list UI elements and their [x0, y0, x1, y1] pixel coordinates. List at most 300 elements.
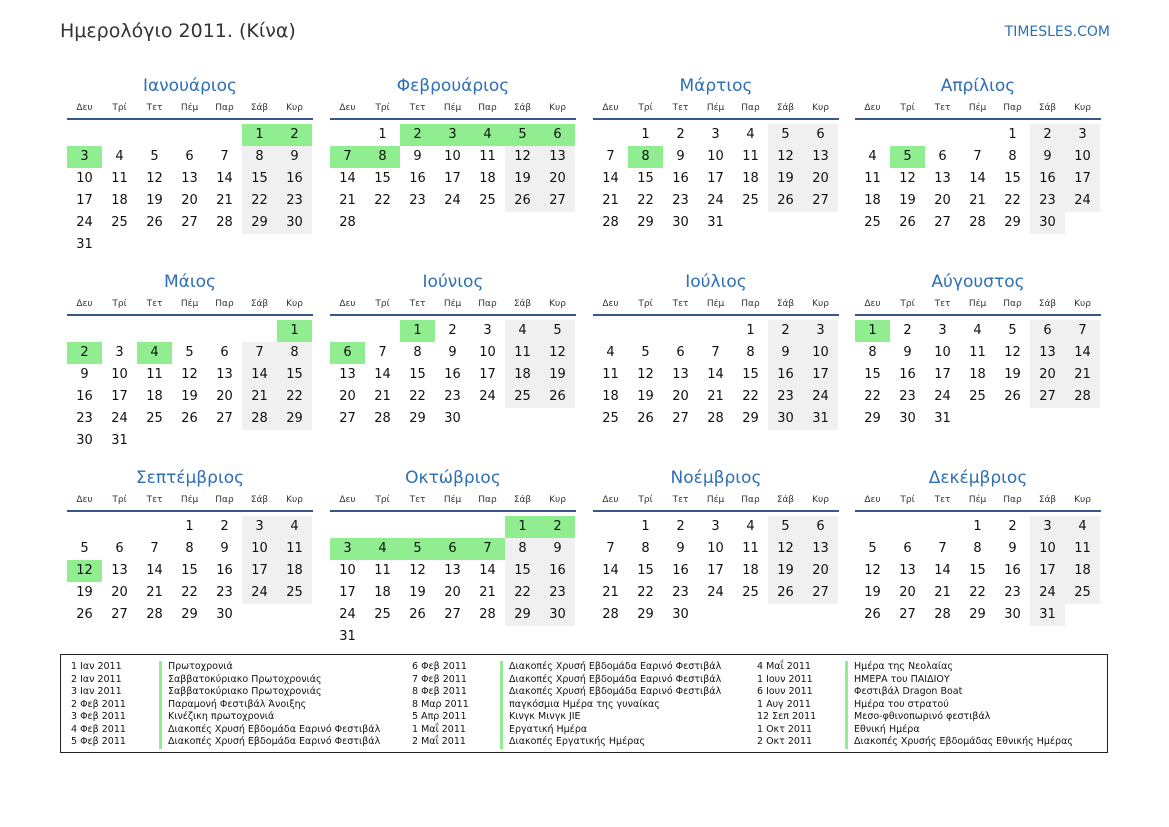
day-cell[interactable]: 26	[768, 190, 803, 212]
day-cell[interactable]: 16	[216, 563, 233, 578]
day-cell[interactable]: 4	[115, 149, 124, 164]
day-cell[interactable]: 11	[479, 149, 496, 164]
day-cell[interactable]: 25	[479, 193, 496, 208]
day-cell[interactable]: 21	[146, 585, 163, 600]
day-cell[interactable]: 29	[409, 411, 426, 426]
day-cell[interactable]: 26	[409, 607, 426, 622]
day-cell[interactable]: 18	[1065, 560, 1100, 582]
day-cell[interactable]: 10	[707, 541, 724, 556]
day-cell[interactable]: 31	[111, 433, 128, 448]
day-cell[interactable]: 5	[768, 124, 803, 146]
day-cell[interactable]: 21	[602, 585, 619, 600]
day-cell[interactable]: 8	[277, 342, 312, 364]
day-cell[interactable]: 22	[969, 585, 986, 600]
day-cell[interactable]: 18	[505, 364, 540, 386]
day-cell[interactable]: 6	[115, 541, 124, 556]
day-cell[interactable]: 26	[181, 411, 198, 426]
day-cell[interactable]: 5	[400, 538, 435, 560]
day-cell[interactable]: 5	[150, 149, 159, 164]
day-cell[interactable]: 5	[505, 124, 540, 146]
day-cell[interactable]: 20	[339, 389, 356, 404]
day-cell[interactable]: 1	[505, 516, 540, 538]
day-cell[interactable]: 12	[540, 342, 575, 364]
day-cell[interactable]: 28	[934, 607, 951, 622]
day-cell[interactable]: 11	[602, 367, 619, 382]
day-cell[interactable]: 5	[80, 541, 89, 556]
day-cell[interactable]: 26	[864, 607, 881, 622]
day-cell[interactable]: 13	[672, 367, 689, 382]
day-cell[interactable]: 1	[277, 320, 312, 342]
day-cell[interactable]: 17	[479, 367, 496, 382]
day-cell[interactable]: 26	[899, 215, 916, 230]
day-cell[interactable]: 13	[339, 367, 356, 382]
day-cell[interactable]: 4	[746, 127, 755, 142]
day-cell[interactable]: 23	[1004, 585, 1021, 600]
day-cell[interactable]: 18	[864, 193, 881, 208]
day-cell[interactable]: 12	[637, 367, 654, 382]
day-cell[interactable]: 27	[803, 190, 838, 212]
day-cell[interactable]: 29	[1004, 215, 1021, 230]
day-cell[interactable]: 23	[76, 411, 93, 426]
day-cell[interactable]: 14	[339, 171, 356, 186]
day-cell[interactable]: 14	[479, 563, 496, 578]
day-cell[interactable]: 19	[505, 168, 540, 190]
day-cell[interactable]: 8	[242, 146, 277, 168]
day-cell[interactable]: 21	[707, 389, 724, 404]
day-cell[interactable]: 10	[1065, 146, 1100, 168]
day-cell[interactable]: 16	[1004, 563, 1021, 578]
day-cell[interactable]: 18	[969, 367, 986, 382]
day-cell[interactable]: 9	[676, 541, 685, 556]
day-cell[interactable]: 17	[242, 560, 277, 582]
day-cell[interactable]: 26	[146, 215, 163, 230]
day-cell[interactable]: 10	[803, 342, 838, 364]
day-cell[interactable]: 18	[277, 560, 312, 582]
day-cell[interactable]: 7	[1065, 320, 1100, 342]
day-cell[interactable]: 21	[1065, 364, 1100, 386]
day-cell[interactable]: 13	[216, 367, 233, 382]
day-cell[interactable]: 10	[111, 367, 128, 382]
day-cell[interactable]: 27	[111, 607, 128, 622]
day-cell[interactable]: 4	[365, 538, 400, 560]
day-cell[interactable]: 20	[934, 193, 951, 208]
day-cell[interactable]: 8	[185, 541, 194, 556]
day-cell[interactable]: 17	[339, 585, 356, 600]
day-cell[interactable]: 29	[242, 212, 277, 234]
day-cell[interactable]: 9	[540, 538, 575, 560]
day-cell[interactable]: 20	[672, 389, 689, 404]
day-cell[interactable]: 9	[768, 342, 803, 364]
day-cell[interactable]: 15	[637, 563, 654, 578]
day-cell[interactable]: 30	[540, 604, 575, 626]
day-cell[interactable]: 18	[479, 171, 496, 186]
day-cell[interactable]: 4	[868, 149, 877, 164]
day-cell[interactable]: 3	[242, 516, 277, 538]
day-cell[interactable]: 14	[374, 367, 391, 382]
day-cell[interactable]: 4	[277, 516, 312, 538]
day-cell[interactable]: 12	[768, 538, 803, 560]
day-cell[interactable]: 3	[1030, 516, 1065, 538]
day-cell[interactable]: 31	[1030, 604, 1065, 626]
day-cell[interactable]: 1	[378, 127, 387, 142]
day-cell[interactable]: 14	[969, 171, 986, 186]
day-cell[interactable]: 26	[1004, 389, 1021, 404]
day-cell[interactable]: 13	[181, 171, 198, 186]
day-cell[interactable]: 16	[540, 560, 575, 582]
day-cell[interactable]: 6	[220, 345, 229, 360]
day-cell[interactable]: 6	[903, 541, 912, 556]
day-cell[interactable]: 2	[676, 519, 685, 534]
day-cell[interactable]: 14	[1065, 342, 1100, 364]
day-cell[interactable]: 22	[277, 386, 312, 408]
day-cell[interactable]: 12	[409, 563, 426, 578]
day-cell[interactable]: 27	[672, 411, 689, 426]
day-cell[interactable]: 30	[672, 215, 689, 230]
day-cell[interactable]: 2	[448, 323, 457, 338]
day-cell[interactable]: 12	[899, 171, 916, 186]
day-cell[interactable]: 11	[1065, 538, 1100, 560]
day-cell[interactable]: 12	[67, 560, 102, 582]
day-cell[interactable]: 17	[1065, 168, 1100, 190]
day-cell[interactable]: 3	[711, 519, 720, 534]
day-cell[interactable]: 28	[339, 215, 356, 230]
day-cell[interactable]: 11	[742, 541, 759, 556]
day-cell[interactable]: 3	[1065, 124, 1100, 146]
day-cell[interactable]: 24	[444, 193, 461, 208]
day-cell[interactable]: 27	[934, 215, 951, 230]
day-cell[interactable]: 19	[409, 585, 426, 600]
day-cell[interactable]: 3	[330, 538, 365, 560]
day-cell[interactable]: 30	[76, 433, 93, 448]
day-cell[interactable]: 8	[505, 538, 540, 560]
day-cell[interactable]: 25	[374, 607, 391, 622]
day-cell[interactable]: 25	[742, 585, 759, 600]
day-cell[interactable]: 17	[444, 171, 461, 186]
day-cell[interactable]: 23	[444, 389, 461, 404]
day-cell[interactable]: 16	[277, 168, 312, 190]
day-cell[interactable]: 9	[448, 345, 457, 360]
day-cell[interactable]: 23	[768, 386, 803, 408]
day-cell[interactable]: 28	[146, 607, 163, 622]
day-cell[interactable]: 21	[374, 389, 391, 404]
day-cell[interactable]: 19	[864, 585, 881, 600]
day-cell[interactable]: 26	[768, 582, 803, 604]
day-cell[interactable]: 16	[409, 171, 426, 186]
day-cell[interactable]: 23	[409, 193, 426, 208]
day-cell[interactable]: 23	[277, 190, 312, 212]
day-cell[interactable]: 4	[606, 345, 615, 360]
day-cell[interactable]: 19	[637, 389, 654, 404]
day-cell[interactable]: 31	[339, 629, 356, 644]
day-cell[interactable]: 29	[969, 607, 986, 622]
day-cell[interactable]: 31	[803, 408, 838, 430]
day-cell[interactable]: 29	[277, 408, 312, 430]
day-cell[interactable]: 7	[470, 538, 505, 560]
day-cell[interactable]: 20	[899, 585, 916, 600]
day-cell[interactable]: 2	[67, 342, 102, 364]
day-cell[interactable]: 13	[1030, 342, 1065, 364]
day-cell[interactable]: 13	[540, 146, 575, 168]
day-cell[interactable]: 25	[864, 215, 881, 230]
day-cell[interactable]: 28	[479, 607, 496, 622]
day-cell[interactable]: 10	[707, 149, 724, 164]
day-cell[interactable]: 3	[711, 127, 720, 142]
day-cell[interactable]: 1	[1008, 127, 1017, 142]
day-cell[interactable]: 13	[444, 563, 461, 578]
day-cell[interactable]: 23	[899, 389, 916, 404]
day-cell[interactable]: 30	[1004, 607, 1021, 622]
day-cell[interactable]: 21	[934, 585, 951, 600]
day-cell[interactable]: 11	[864, 171, 881, 186]
day-cell[interactable]: 24	[339, 607, 356, 622]
day-cell[interactable]: 19	[540, 364, 575, 386]
day-cell[interactable]: 24	[803, 386, 838, 408]
day-cell[interactable]: 18	[602, 389, 619, 404]
day-cell[interactable]: 11	[969, 345, 986, 360]
day-cell[interactable]: 28	[602, 607, 619, 622]
day-cell[interactable]: 20	[216, 389, 233, 404]
day-cell[interactable]: 30	[277, 212, 312, 234]
day-cell[interactable]: 15	[277, 364, 312, 386]
day-cell[interactable]: 30	[444, 411, 461, 426]
day-cell[interactable]: 16	[899, 367, 916, 382]
day-cell[interactable]: 6	[938, 149, 947, 164]
day-cell[interactable]: 17	[707, 171, 724, 186]
day-cell[interactable]: 11	[374, 563, 391, 578]
day-cell[interactable]: 17	[76, 193, 93, 208]
day-cell[interactable]: 25	[277, 582, 312, 604]
day-cell[interactable]: 7	[242, 342, 277, 364]
day-cell[interactable]: 29	[505, 604, 540, 626]
day-cell[interactable]: 30	[1030, 212, 1065, 234]
day-cell[interactable]: 5	[890, 146, 925, 168]
day-cell[interactable]: 2	[676, 127, 685, 142]
day-cell[interactable]: 15	[637, 171, 654, 186]
day-cell[interactable]: 22	[374, 193, 391, 208]
day-cell[interactable]: 28	[216, 215, 233, 230]
day-cell[interactable]: 19	[146, 193, 163, 208]
day-cell[interactable]: 15	[969, 563, 986, 578]
day-cell[interactable]: 9	[676, 149, 685, 164]
day-cell[interactable]: 1	[185, 519, 194, 534]
day-cell[interactable]: 11	[277, 538, 312, 560]
day-cell[interactable]: 4	[746, 519, 755, 534]
day-cell[interactable]: 19	[899, 193, 916, 208]
day-cell[interactable]: 15	[409, 367, 426, 382]
day-cell[interactable]: 30	[768, 408, 803, 430]
day-cell[interactable]: 27	[1030, 386, 1065, 408]
day-cell[interactable]: 3	[803, 320, 838, 342]
day-cell[interactable]: 8	[413, 345, 422, 360]
day-cell[interactable]: 12	[864, 563, 881, 578]
day-cell[interactable]: 10	[339, 563, 356, 578]
day-cell[interactable]: 2	[1008, 519, 1017, 534]
day-cell[interactable]: 31	[934, 411, 951, 426]
day-cell[interactable]: 7	[606, 149, 615, 164]
day-cell[interactable]: 10	[479, 345, 496, 360]
day-cell[interactable]: 9	[80, 367, 89, 382]
day-cell[interactable]: 26	[76, 607, 93, 622]
day-cell[interactable]: 5	[185, 345, 194, 360]
day-cell[interactable]: 24	[1065, 190, 1100, 212]
day-cell[interactable]: 23	[540, 582, 575, 604]
day-cell[interactable]: 18	[146, 389, 163, 404]
day-cell[interactable]: 10	[934, 345, 951, 360]
day-cell[interactable]: 6	[1030, 320, 1065, 342]
day-cell[interactable]: 6	[803, 516, 838, 538]
day-cell[interactable]: 5	[641, 345, 650, 360]
day-cell[interactable]: 20	[111, 585, 128, 600]
day-cell[interactable]: 29	[181, 607, 198, 622]
day-cell[interactable]: 29	[637, 607, 654, 622]
day-cell[interactable]: 18	[111, 193, 128, 208]
day-cell[interactable]: 28	[969, 215, 986, 230]
day-cell[interactable]: 15	[374, 171, 391, 186]
day-cell[interactable]: 4	[1065, 516, 1100, 538]
day-cell[interactable]: 27	[181, 215, 198, 230]
day-cell[interactable]: 6	[435, 538, 470, 560]
day-cell[interactable]: 18	[742, 563, 759, 578]
day-cell[interactable]: 25	[742, 193, 759, 208]
day-cell[interactable]: 26	[637, 411, 654, 426]
day-cell[interactable]: 27	[803, 582, 838, 604]
day-cell[interactable]: 12	[181, 367, 198, 382]
day-cell[interactable]: 7	[330, 146, 365, 168]
day-cell[interactable]: 1	[641, 127, 650, 142]
day-cell[interactable]: 31	[707, 215, 724, 230]
day-cell[interactable]: 26	[540, 386, 575, 408]
day-cell[interactable]: 27	[899, 607, 916, 622]
day-cell[interactable]: 13	[111, 563, 128, 578]
day-cell[interactable]: 3	[938, 323, 947, 338]
day-cell[interactable]: 24	[479, 389, 496, 404]
day-cell[interactable]: 4	[973, 323, 982, 338]
day-cell[interactable]: 28	[242, 408, 277, 430]
day-cell[interactable]: 6	[803, 124, 838, 146]
day-cell[interactable]: 25	[602, 411, 619, 426]
day-cell[interactable]: 6	[676, 345, 685, 360]
day-cell[interactable]: 14	[216, 171, 233, 186]
day-cell[interactable]: 7	[711, 345, 720, 360]
day-cell[interactable]: 21	[242, 386, 277, 408]
day-cell[interactable]: 22	[637, 585, 654, 600]
day-cell[interactable]: 20	[444, 585, 461, 600]
day-cell[interactable]: 11	[742, 149, 759, 164]
day-cell[interactable]: 2	[903, 323, 912, 338]
day-cell[interactable]: 22	[242, 190, 277, 212]
day-cell[interactable]: 14	[602, 563, 619, 578]
day-cell[interactable]: 8	[868, 345, 877, 360]
day-cell[interactable]: 21	[479, 585, 496, 600]
day-cell[interactable]: 14	[602, 171, 619, 186]
day-cell[interactable]: 23	[216, 585, 233, 600]
day-cell[interactable]: 8	[973, 541, 982, 556]
day-cell[interactable]: 28	[374, 411, 391, 426]
day-cell[interactable]: 12	[146, 171, 163, 186]
day-cell[interactable]: 21	[602, 193, 619, 208]
day-cell[interactable]: 7	[938, 541, 947, 556]
day-cell[interactable]: 17	[111, 389, 128, 404]
day-cell[interactable]: 2	[277, 124, 312, 146]
day-cell[interactable]: 7	[606, 541, 615, 556]
day-cell[interactable]: 17	[1030, 560, 1065, 582]
day-cell[interactable]: 3	[67, 146, 102, 168]
day-cell[interactable]: 6	[185, 149, 194, 164]
day-cell[interactable]: 9	[903, 345, 912, 360]
day-cell[interactable]: 14	[146, 563, 163, 578]
day-cell[interactable]: 20	[181, 193, 198, 208]
day-cell[interactable]: 1	[973, 519, 982, 534]
day-cell[interactable]: 20	[803, 560, 838, 582]
day-cell[interactable]: 11	[111, 171, 128, 186]
day-cell[interactable]: 24	[1030, 582, 1065, 604]
day-cell[interactable]: 24	[76, 215, 93, 230]
day-cell[interactable]: 13	[934, 171, 951, 186]
day-cell[interactable]: 19	[1004, 367, 1021, 382]
day-cell[interactable]: 5	[1008, 323, 1017, 338]
day-cell[interactable]: 30	[672, 607, 689, 622]
day-cell[interactable]: 24	[242, 582, 277, 604]
day-cell[interactable]: 1	[746, 323, 755, 338]
day-cell[interactable]: 10	[1030, 538, 1065, 560]
day-cell[interactable]: 16	[672, 171, 689, 186]
day-cell[interactable]: 22	[742, 389, 759, 404]
day-cell[interactable]: 18	[742, 171, 759, 186]
day-cell[interactable]: 14	[707, 367, 724, 382]
day-cell[interactable]: 7	[973, 149, 982, 164]
day-cell[interactable]: 2	[768, 320, 803, 342]
day-cell[interactable]: 13	[803, 146, 838, 168]
day-cell[interactable]: 4	[470, 124, 505, 146]
day-cell[interactable]: 4	[137, 342, 172, 364]
day-cell[interactable]: 16	[1030, 168, 1065, 190]
day-cell[interactable]: 27	[540, 190, 575, 212]
day-cell[interactable]: 12	[768, 146, 803, 168]
day-cell[interactable]: 21	[339, 193, 356, 208]
day-cell[interactable]: 19	[76, 585, 93, 600]
day-cell[interactable]: 30	[216, 607, 233, 622]
day-cell[interactable]: 13	[803, 538, 838, 560]
day-cell[interactable]: 2	[400, 124, 435, 146]
day-cell[interactable]: 23	[672, 585, 689, 600]
day-cell[interactable]: 16	[444, 367, 461, 382]
day-cell[interactable]: 2	[220, 519, 229, 534]
day-cell[interactable]: 29	[864, 411, 881, 426]
day-cell[interactable]: 21	[216, 193, 233, 208]
day-cell[interactable]: 3	[115, 345, 124, 360]
day-cell[interactable]: 10	[242, 538, 277, 560]
day-cell[interactable]: 19	[768, 560, 803, 582]
day-cell[interactable]: 5	[540, 320, 575, 342]
day-cell[interactable]: 29	[637, 215, 654, 230]
day-cell[interactable]: 5	[868, 541, 877, 556]
day-cell[interactable]: 22	[505, 582, 540, 604]
day-cell[interactable]: 25	[969, 389, 986, 404]
day-cell[interactable]: 1	[855, 320, 890, 342]
day-cell[interactable]: 9	[413, 149, 422, 164]
day-cell[interactable]: 24	[707, 193, 724, 208]
day-cell[interactable]: 2	[1030, 124, 1065, 146]
day-cell[interactable]: 28	[602, 215, 619, 230]
day-cell[interactable]: 22	[1004, 193, 1021, 208]
day-cell[interactable]: 26	[505, 190, 540, 212]
day-cell[interactable]: 7	[220, 149, 229, 164]
day-cell[interactable]: 8	[365, 146, 400, 168]
day-cell[interactable]: 9	[1030, 146, 1065, 168]
day-cell[interactable]: 8	[1008, 149, 1017, 164]
day-cell[interactable]: 14	[242, 364, 277, 386]
day-cell[interactable]: 1	[242, 124, 277, 146]
